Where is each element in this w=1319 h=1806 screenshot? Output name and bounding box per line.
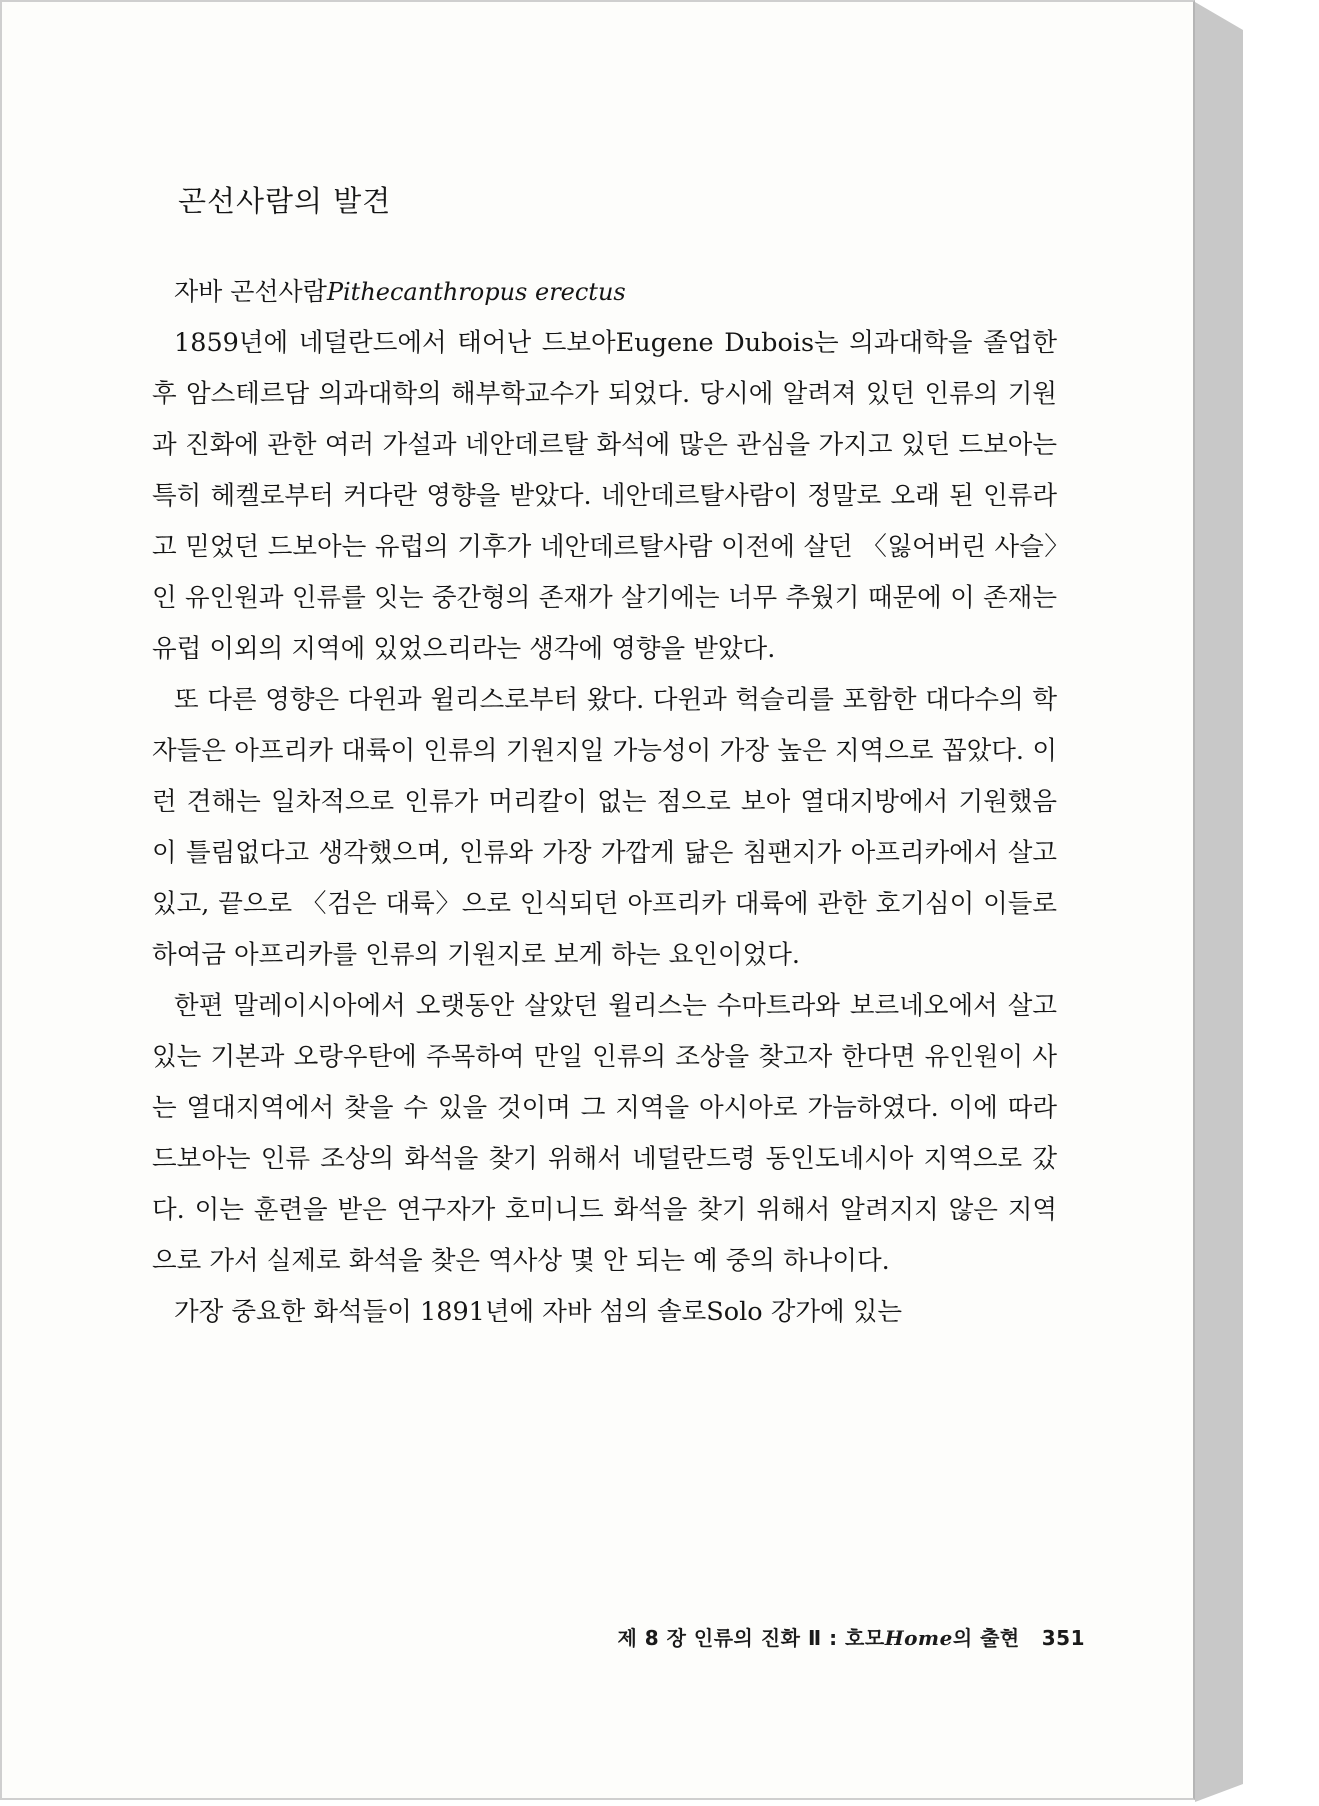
subsection-title-korean: 자바 곤선사람 [174,277,327,306]
body-text [152,318,1057,1338]
subsection-heading [174,274,1057,310]
page-stack-edge [1195,2,1243,1802]
paragraph: 1859년에 네덜란드에서 태어난 드보아Eugene Dubois는 의과대학을 졸업한 후 암스테르담 의과대학의 해부학교수가 되었다. 당시에 알려져 있던 인류의 기원과 진화에 관한 여러 가설과 네안데르탈 화석에 많은 관심을 가지고 있던 드보아는 특히 헤켈로부터 커다란 영향을 받았다. 네안데르탈사람이 정말로 오래 된 인류라고 믿었던 드보아는 유럽의 기후가 네안데르탈사람 이전에 살던 〈잃어버린 사슬〉인 유인원과 인류를 잇는 중간형의 존재가 살기에는 너무 추웠기 때문에 이 존재는 유럽 이외의 지역에 있었으리라는 생각에 영향을 받았다. [152,328,1057,664]
footer-chapter-latin: Home [884,1626,953,1650]
page-number: 351 [1041,1626,1085,1650]
subsection-title-latin: Pithecanthropus erectus [326,278,626,306]
paragraph: 또 다른 영향은 다윈과 윌리스로부터 왔다. 다윈과 헉슬리를 포함한 대다수의 학자들은 아프리카 대륙이 인류의 기원지일 가능성이 가장 높은 지역으로 꼽았다. 이런 견해는 일차적으로 인류가 머리칼이 없는 점으로 보아 열대지방에서 기원했음이 틀림없다고 생각했으며, 인류와 가장 가깝게 닮은 침팬지가 아프리카에서 살고 있고, 끝으로 〈검은 대륙〉으로 인식되던 아프리카 대륙에 관한 호기심이 이들로 하여금 아프리카를 인류의 기원지로 보게 하는 요인이었다. [152,685,1057,970]
page-content [152,152,1057,1338]
running-footer [617,1622,1085,1651]
section-heading: 곤선사람의 발견 [178,184,392,218]
paragraph: 가장 중요한 화석들이 1891년에 자바 섬의 솔로Solo 강가에 있는 [174,1297,902,1327]
paragraph: 한편 말레이시아에서 오랫동안 살았던 윌리스는 수마트라와 보르네오에서 살고 있는 기본과 오랑우탄에 주목하여 만일 인류의 조상을 찾고자 한다면 유인원이 사는 열대지역에서 찾을 수 있을 것이며 그 지역을 아시아로 가늠하였다. 이에 따라 드보아는 인류 조상의 화석을 찾기 위해서 네덜란드령 동인도네시아 지역으로 갔다. 이는 훈련을 받은 연구자가 호미니드 화석을 찾기 위해서 알려지지 않은 지역으로 가서 실제로 화석을 찾은 역사상 몇 안 되는 예 중의 하나이다. [152,991,1057,1276]
footer-chapter-suffix: 의 출현 [952,1626,1020,1650]
footer-chapter-title: 제 8 장 인류의 진화 Ⅱ : 호모 [617,1626,885,1650]
